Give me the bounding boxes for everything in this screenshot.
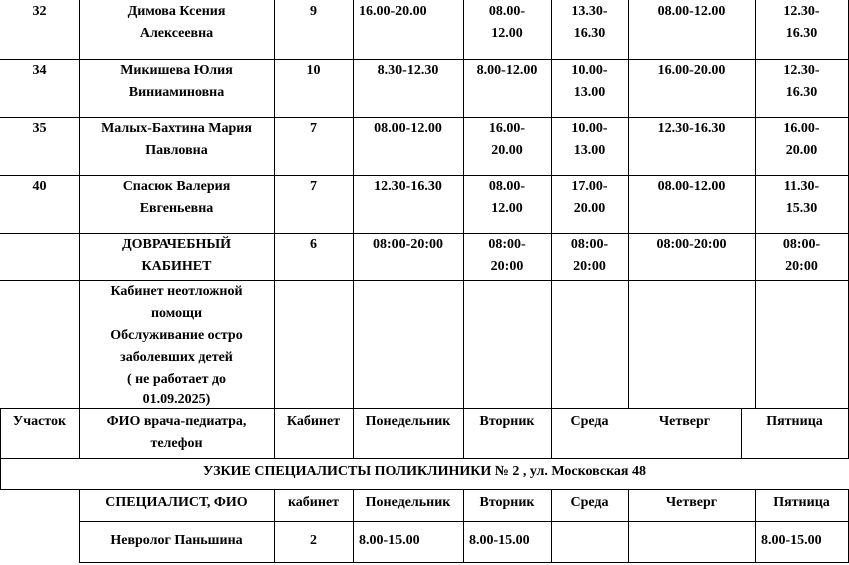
thursday-hours: 08.00-12.00 bbox=[657, 4, 726, 19]
uchastok-number: 34 bbox=[32, 63, 47, 78]
thursday-hours: 16.00-20.00 bbox=[657, 63, 726, 78]
urgent-line: помощи bbox=[150, 306, 203, 321]
doctor-name-line1: Спасюк Валерия bbox=[122, 179, 231, 194]
specialist-friday: 8.00-15.00 bbox=[761, 533, 822, 548]
header-fio-line2: телефон bbox=[150, 436, 203, 451]
friday-hours-line1: 11.30- bbox=[783, 179, 820, 194]
monday-hours: 12.30-16.30 bbox=[374, 179, 442, 194]
urgent-line: ( не работает до bbox=[126, 372, 227, 387]
thursday-hours: 08:00-20:00 bbox=[656, 237, 727, 252]
tuesday-hours-line1: 08:00- bbox=[488, 237, 526, 252]
spec-header-tuesday: Вторник bbox=[479, 495, 535, 510]
header-cabinet: Кабинет bbox=[286, 414, 341, 429]
friday-hours-line1: 12.30- bbox=[783, 63, 820, 78]
header-friday: Пятница bbox=[766, 414, 823, 429]
friday-hours-line2: 20.00 bbox=[785, 143, 818, 158]
uchastok-number: 40 bbox=[32, 179, 47, 194]
friday-hours-line2: 15.30 bbox=[785, 201, 818, 216]
cabinet-number: 9 bbox=[310, 4, 317, 19]
wednesday-hours-line1: 13.30- bbox=[571, 4, 608, 19]
friday-hours-line2: 20:00 bbox=[785, 259, 818, 274]
tuesday-hours-line1: 16.00- bbox=[488, 121, 526, 136]
thursday-hours: 12.30-16.30 bbox=[657, 121, 726, 136]
doctor-name-line2: Виниаминовна bbox=[128, 85, 225, 100]
header-monday: Понедельник bbox=[365, 414, 451, 429]
thursday-hours: 08.00-12.00 bbox=[657, 179, 726, 194]
friday-hours-line1: 08:00- bbox=[782, 237, 821, 252]
header-fio-line1: ФИО врача-педиатра, bbox=[106, 414, 247, 429]
friday-hours-line2: 16.30 bbox=[785, 26, 818, 41]
wednesday-hours-line2: 13.00 bbox=[573, 85, 606, 100]
spec-header-fio: СПЕЦИАЛИСТ, ФИО bbox=[105, 495, 248, 510]
tuesday-hours-line2: 20:00 bbox=[490, 259, 524, 274]
urgent-line: заболевших детей bbox=[120, 350, 233, 365]
doctor-name-line1: Димова Ксения bbox=[127, 4, 226, 19]
spec-header-friday: Пятница bbox=[773, 495, 830, 510]
section-title: УЗКИЕ СПЕЦИАЛИСТЫ ПОЛИКЛИНИКИ № 2 , ул. Московская 48 bbox=[202, 464, 647, 479]
cabinet-title-line2: КАБИНЕТ bbox=[141, 259, 212, 274]
specialist-monday: 8.00-15.00 bbox=[359, 533, 420, 548]
wednesday-hours-line2: 20:00 bbox=[573, 259, 606, 274]
wednesday-hours-line1: 08:00- bbox=[570, 237, 609, 252]
friday-hours-line1: 16.00- bbox=[783, 121, 820, 136]
monday-hours: 08:00-20:00 bbox=[373, 237, 443, 252]
wednesday-hours-line1: 17.00- bbox=[571, 179, 608, 194]
tuesday-hours-line2: 12.00 bbox=[491, 201, 523, 216]
doctor-name-line1: Микишева Юлия bbox=[120, 63, 233, 78]
cabinet-number: 7 bbox=[310, 179, 317, 194]
wednesday-hours-line1: 10.00- bbox=[571, 121, 608, 136]
header-wednesday: Среда bbox=[570, 414, 609, 429]
spec-header-thursday: Четверг bbox=[665, 495, 718, 510]
monday-hours: 16.00-20.00 bbox=[359, 4, 427, 19]
wednesday-hours-line2: 20.00 bbox=[573, 201, 606, 216]
specialist-tuesday: 8.00-15.00 bbox=[469, 533, 530, 548]
header-uchastok: Участок bbox=[12, 414, 67, 429]
spec-header-monday: Понедельник bbox=[365, 495, 451, 510]
wednesday-hours-line2: 13.00 bbox=[573, 143, 606, 158]
spec-header-cabinet: кабинет bbox=[287, 495, 340, 510]
doctor-name-line2: Евгеньевна bbox=[139, 201, 214, 216]
doctor-name-line1: Малых-Бахтина Мария bbox=[101, 121, 252, 136]
friday-hours-line1: 12.30- bbox=[783, 4, 820, 19]
tuesday-hours-line2: 12.00 bbox=[491, 26, 523, 41]
cabinet-number: 7 bbox=[310, 121, 317, 136]
friday-hours-line2: 16.30 bbox=[785, 85, 818, 100]
monday-hours: 08.00-12.00 bbox=[374, 121, 442, 136]
doctor-name-line2: Алексеевна bbox=[139, 26, 214, 41]
specialist-name: Невролог Паньшина bbox=[110, 533, 243, 548]
tuesday-hours-line1: 08.00- bbox=[488, 4, 526, 19]
doctor-name-line2: Павловна bbox=[145, 143, 208, 158]
cabinet-title-line1: ДОВРАЧЕБНЫЙ bbox=[122, 237, 231, 252]
uchastok-number: 35 bbox=[32, 121, 47, 136]
spec-header-wednesday: Среда bbox=[570, 495, 609, 510]
wednesday-hours-line2: 16.30 bbox=[573, 26, 606, 41]
tuesday-hours-line1: 8.00-12.00 bbox=[476, 63, 538, 78]
monday-hours: 8.30-12.30 bbox=[377, 63, 439, 78]
specialist-cabinet: 2 bbox=[310, 533, 317, 548]
header-thursday: Четверг bbox=[658, 414, 711, 429]
urgent-line: 01.09.2025) bbox=[142, 392, 211, 407]
urgent-line: Обслуживание остро bbox=[110, 328, 243, 343]
tuesday-hours-line1: 08.00- bbox=[488, 179, 526, 194]
urgent-line: Кабинет неотложной bbox=[110, 284, 243, 299]
cabinet-number: 6 bbox=[310, 237, 317, 252]
wednesday-hours-line1: 10.00- bbox=[571, 63, 608, 78]
cabinet-number: 10 bbox=[306, 63, 321, 78]
header-tuesday: Вторник bbox=[479, 414, 535, 429]
tuesday-hours-line2: 20.00 bbox=[491, 143, 523, 158]
uchastok-number: 32 bbox=[32, 4, 47, 19]
